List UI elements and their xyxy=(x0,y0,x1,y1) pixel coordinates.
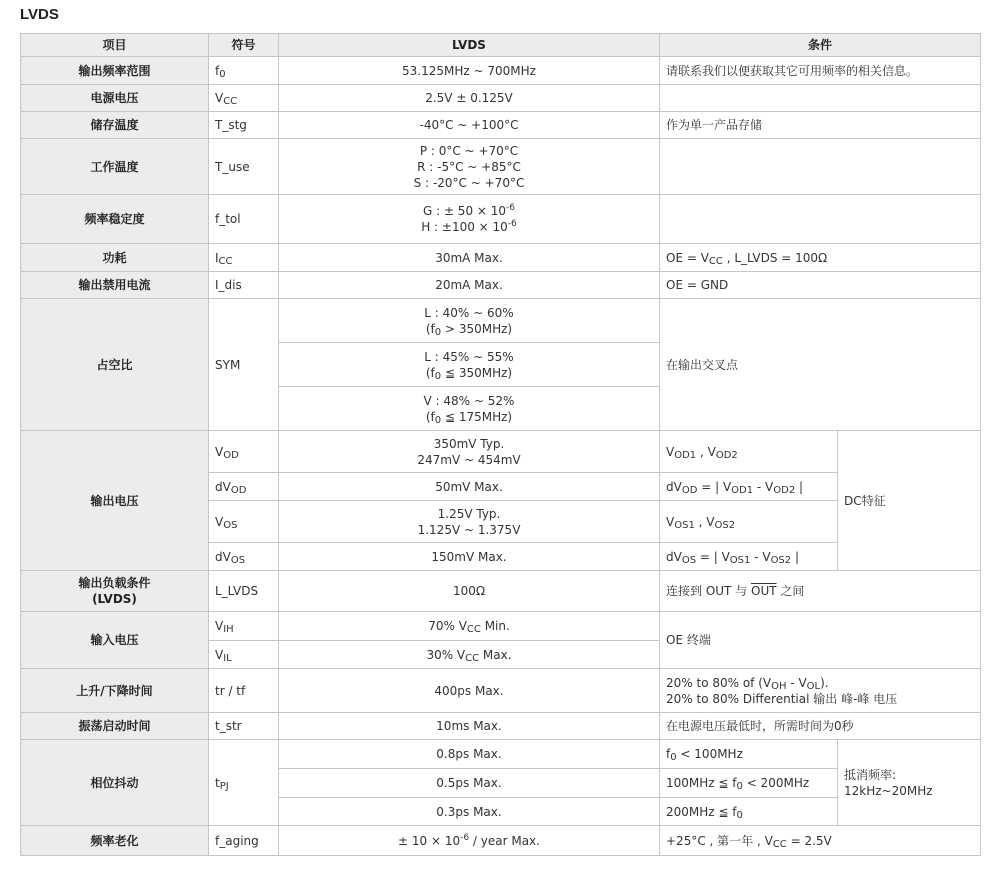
row-freq-tolerance xyxy=(21,195,981,244)
item-label: 占空比 xyxy=(21,299,209,431)
item-label: 工作温度 xyxy=(21,139,209,195)
value-cell: 20mA Max. xyxy=(279,272,660,299)
symbol-cell: T_use xyxy=(209,139,279,195)
condition-cell: 在输出交叉点 xyxy=(660,299,981,431)
value-cell: -40°C ~ +100°C xyxy=(279,112,660,139)
row-output-load xyxy=(21,571,981,612)
value-cell: 50mV Max. xyxy=(279,473,660,501)
value-cell: 30mA Max. xyxy=(279,244,660,272)
item-label: 输出频率范围 xyxy=(21,57,209,85)
row-operating-temp xyxy=(21,139,981,195)
symbol-cell: $V_{CC}$ xyxy=(209,85,279,112)
item-label: 频率稳定度 xyxy=(21,195,209,244)
condition-cell: $V_{OS1}$ , $V_{OS2}$ xyxy=(660,501,838,543)
value-cell: 53.125MHz ~ 700MHz xyxy=(279,57,660,85)
item-label: 输出禁用电流 xyxy=(21,272,209,299)
condition-cell: 20% to 80% of $(V_{OH} - V_{OL})$. 20% to 80% Differential 输出 峰-峰 电压 xyxy=(660,669,981,713)
item-label: 输出负载条件 (LVDS) xyxy=(21,571,209,612)
symbol-cell: $dV_{OS}$ xyxy=(209,543,279,571)
condition-cell: +25°C , 第一年 , $V_{CC} = 2.5V$ xyxy=(660,826,981,856)
symbol-cell: $t_{PJ}$ xyxy=(209,740,279,826)
item-label: 功耗 xyxy=(21,244,209,272)
condition-cell: $dV_{OS}$ = | $V_{OS1} - V_{OS2}$ | xyxy=(660,543,838,571)
value-cell: P : 0°C ~ +70°C R : -5°C ~ +85°C S : -20°C ~ +70°C xyxy=(279,139,660,195)
condition-cell: 请联系我们以便获取其它可用频率的相关信息。 xyxy=(660,57,981,85)
symbol-cell: $V_{IH}$ xyxy=(209,612,279,641)
value-cell: G : ± $50 \times 10^{-6}$ H : $\pm 100 \times 10^{-6}$ xyxy=(279,195,660,244)
row-rise-fall xyxy=(21,669,981,713)
row-jitter xyxy=(21,740,981,769)
row-storage-temp xyxy=(21,112,981,139)
row-output-voltage xyxy=(21,431,981,473)
spec-table xyxy=(20,33,981,856)
condition-cell: OE = GND xyxy=(660,272,981,299)
condition-cell: 200MHz ≦ $f_0$ xyxy=(660,798,838,826)
row-duty xyxy=(21,299,981,343)
symbol-cell: L_LVDS xyxy=(209,571,279,612)
symbol-cell: T_stg xyxy=(209,112,279,139)
symbol-cell: $V_{OD}$ xyxy=(209,431,279,473)
symbol-cell: f_tol xyxy=(209,195,279,244)
symbol-cell: $V_{IL}$ xyxy=(209,641,279,669)
condition-cell: OE 终端 xyxy=(660,612,981,669)
row-aging xyxy=(21,826,981,856)
value-cell: 1.25V Typ. 1.125V ~ 1.375V xyxy=(279,501,660,543)
item-label: 电源电压 xyxy=(21,85,209,112)
value-cell: 30% $V_{CC}$ Max. xyxy=(279,641,660,669)
header-row xyxy=(21,34,981,57)
symbol-cell: t_str xyxy=(209,713,279,740)
condition-cell: 连接到 OUT 与 $\overline{OUT}$ 之间 xyxy=(660,571,981,612)
row-disable-current xyxy=(21,272,981,299)
symbol-cell: tr / tf xyxy=(209,669,279,713)
value-cell: 0.5ps Max. xyxy=(279,769,660,798)
symbol-cell: f_aging xyxy=(209,826,279,856)
condition-cell: 作为单一产品存储 xyxy=(660,112,981,139)
condition-cell: $f_0 < 100MHz$ xyxy=(660,740,838,769)
symbol-cell: $V_{OS}$ xyxy=(209,501,279,543)
value-cell: ± $10 \times 10^{-6}$ / year Max. xyxy=(279,826,660,856)
condition-cell: $V_{OD1}$ , $V_{OD2}$ xyxy=(660,431,838,473)
value-cell: 10ms Max. xyxy=(279,713,660,740)
item-label: 输出电压 xyxy=(21,431,209,571)
condition-cell xyxy=(660,85,981,112)
item-label: 输入电压 xyxy=(21,612,209,669)
value-cell: 150mV Max. xyxy=(279,543,660,571)
item-label: 振荡启动时间 xyxy=(21,713,209,740)
symbol-cell: $dV_{OD}$ xyxy=(209,473,279,501)
condition-cell: 在电源电压最低时，所需时间为0秒 xyxy=(660,713,981,740)
item-label: 频率老化 xyxy=(21,826,209,856)
value-cell: 2.5V ± 0.125V xyxy=(279,85,660,112)
header-item: 项目 xyxy=(21,34,209,57)
value-cell: 0.8ps Max. xyxy=(279,740,660,769)
item-label: 储存温度 xyxy=(21,112,209,139)
symbol-cell: $I_{CC}$ xyxy=(209,244,279,272)
condition-cell: 100MHz ≦ $f_0 < 200MHz$ xyxy=(660,769,838,798)
condition-cell: $dV_{OD}$ = | $V_{OD1} - V_{OD2}$ | xyxy=(660,473,838,501)
symbol-cell: I_dis xyxy=(209,272,279,299)
value-cell: L : 45% ~ 55% ($f_0$ ≦ 350MHz) xyxy=(279,343,660,387)
header-condition: 条件 xyxy=(660,34,981,57)
value-cell: 400ps Max. xyxy=(279,669,660,713)
row-input-voltage xyxy=(21,612,981,641)
row-freq-range xyxy=(21,57,981,85)
row-power xyxy=(21,244,981,272)
symbol-cell: SYM xyxy=(209,299,279,431)
symbol-cell: $f_0$ xyxy=(209,57,279,85)
condition-cell: OE = $V_{CC}$ , L_LVDS = 100Ω xyxy=(660,244,981,272)
condition-cell xyxy=(660,139,981,195)
value-cell: L : 40% ~ 60% $(f_0 > 350MHz)$ xyxy=(279,299,660,343)
jitter-note-cell: 抵消频率: 12kHz~20MHz xyxy=(838,740,981,826)
header-symbol: 符号 xyxy=(209,34,279,57)
value-cell: 0.3ps Max. xyxy=(279,798,660,826)
value-cell: 70% $V_{CC}$ Min. xyxy=(279,612,660,641)
row-supply-voltage xyxy=(21,85,981,112)
value-cell: 100Ω xyxy=(279,571,660,612)
row-startup xyxy=(21,713,981,740)
value-cell: V : 48% ~ 52% ($f_0$ ≦ 175MHz) xyxy=(279,387,660,431)
page-title: LVDS xyxy=(20,6,59,23)
dc-note-cell: DC特征 xyxy=(838,431,981,571)
item-label: 上升/下降时间 xyxy=(21,669,209,713)
value-cell: 350mV Typ. 247mV ~ 454mV xyxy=(279,431,660,473)
header-value: LVDS xyxy=(279,34,660,57)
condition-cell xyxy=(660,195,981,244)
item-label: 相位抖动 xyxy=(21,740,209,826)
